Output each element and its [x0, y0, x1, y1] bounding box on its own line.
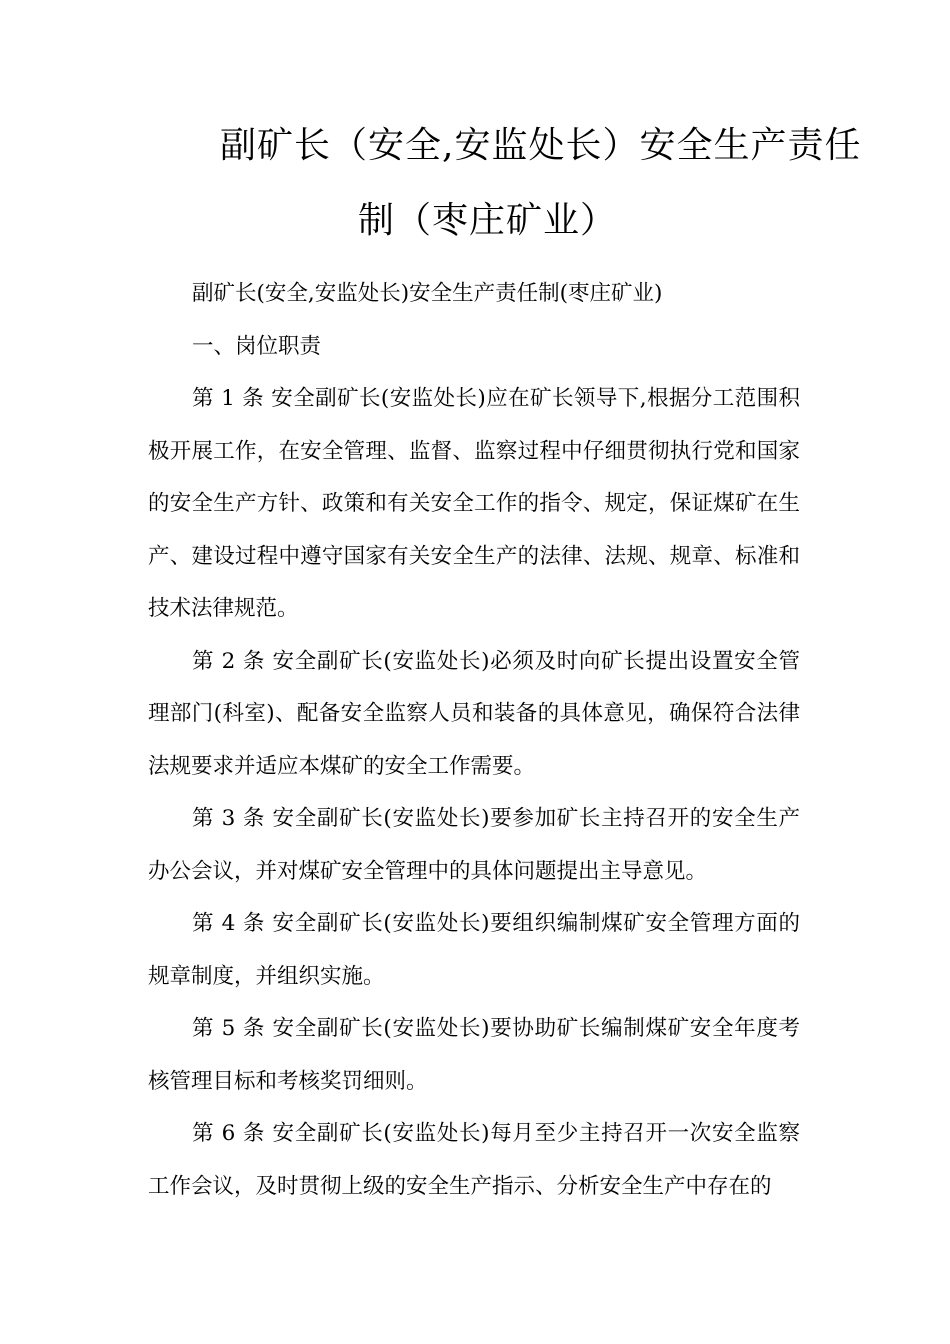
- article-6-paragraph: 第 6 条 安全副矿长(安监处长)每月至少主持召开一次安全监察工作会议，及时贯彻上级的安全生产指示、分析安全生产中存在的: [148, 1121, 800, 1199]
- subtitle-paragraph: 副矿长(安全,安监处长)安全生产责任制(枣庄矿业): [192, 281, 663, 306]
- document-body: [148, 268, 800, 1213]
- article-3-paragraph: 第 3 条 安全副矿长(安监处长)要参加矿长主持召开的安全生产办公会议，并对煤矿安全管理中的具体问题提出主导意见。: [148, 806, 800, 884]
- article-1-paragraph: 第 1 条 安全副矿长(安监处长)应在矿长领导下,根据分工范围积极开展工作，在安全管理、监督、监察过程中仔细贯彻执行党和国家的安全生产方针、政策和有关安全工作的指令、规定，保证煤矿在生产、建设过程中遵守国家有关安全生产的法律、法规、规章、标准和技术法律规范。: [148, 386, 800, 621]
- document-title-line-2: 制（枣庄矿业）: [358, 200, 618, 241]
- document-title-line-1: 副矿长（安全,安监处长）安全生产责任: [220, 125, 862, 166]
- article-2-paragraph: 第 2 条 安全副矿长(安监处长)必须及时向矿长提出设置安全管理部门(科室)、配备安全监察人员和装备的具体意见，确保符合法律法规要求并适应本煤矿的安全工作需要。: [148, 648, 800, 779]
- article-5-paragraph: 第 5 条 安全副矿长(安监处长)要协助矿长编制煤矿安全年度考核管理目标和考核奖罚细则。: [148, 1016, 800, 1094]
- article-4-paragraph: 第 4 条 安全副矿长(安监处长)要组织编制煤矿安全管理方面的规章制度，并组织实施。: [148, 911, 800, 989]
- section-heading: 一、岗位职责: [192, 333, 322, 359]
